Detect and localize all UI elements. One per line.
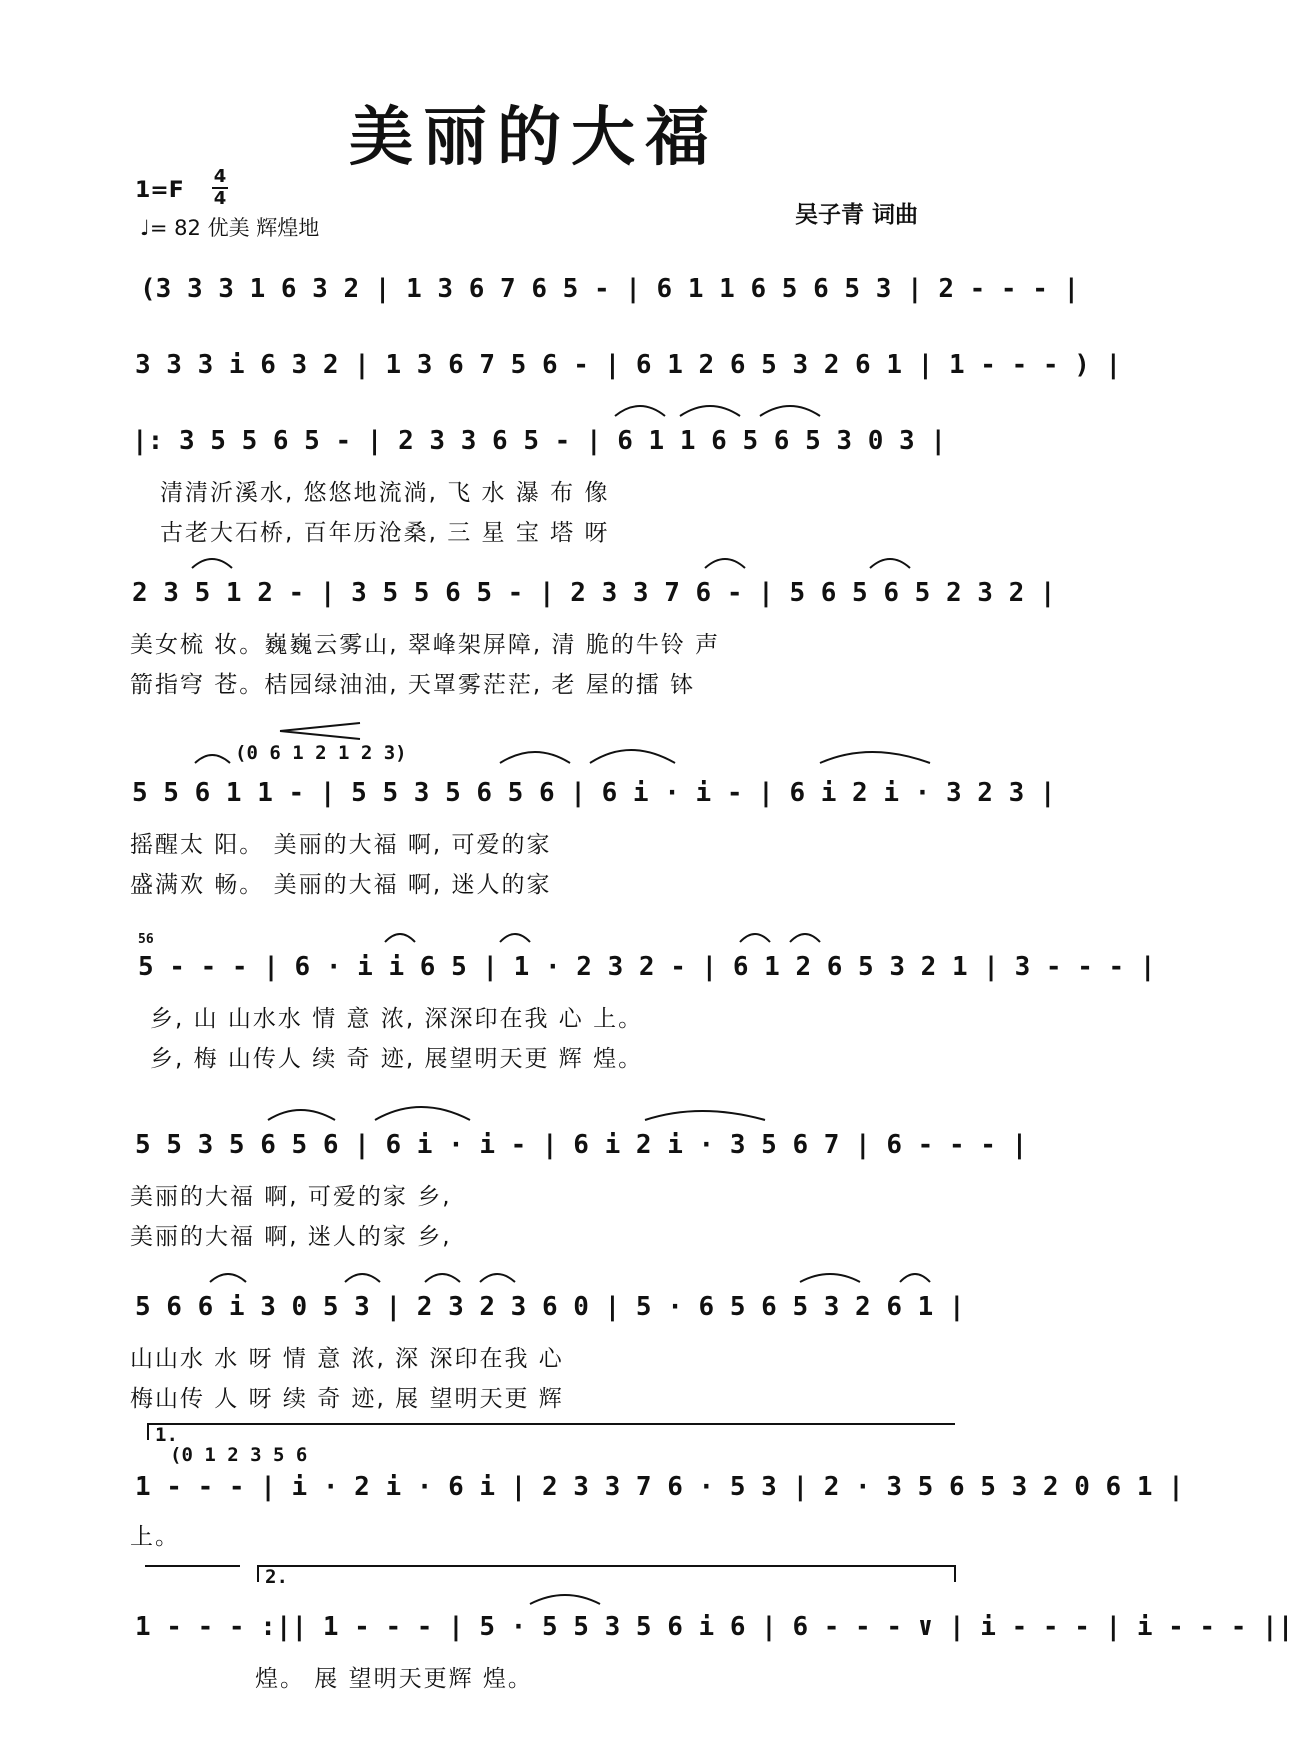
staff-notes: (3 3 3 1 6 3 2 | 1 3 6 7 6 5 - | 6 1 1 6 5 6 5 3 | 2 - - - | [140, 274, 1080, 304]
slur-marks [0, 546, 1068, 576]
lyric-verse-1: 美女梳 妆。巍巍云雾山, 翠峰架屏障, 清 脆的牛铃 声 [130, 632, 721, 658]
lyric-line: 上。 [130, 1524, 180, 1550]
staff-notes: 3 3 3 i 6 3 2 | 1 3 6 7 5 6 - | 6 1 2 6 5 3 2 6 1 | 1 - - - ) | [135, 350, 1122, 380]
lyric-verse-2: 箭指穹 苍。桔园绿油油, 天罩雾茫茫, 老 屋的擂 钵 [130, 672, 696, 698]
lyric-line: 煌。 展 望明天更辉 煌。 [255, 1666, 533, 1692]
staff-line-6 [0, 932, 1156, 1072]
staff-notes: 5 6 6 i 3 0 5 3 | 2 3 2 3 6 0 | 5 · 6 5 6 5 3 2 6 1 | [135, 1292, 965, 1322]
lyric-verse-2: 古老大石桥, 百年历沧桑, 三 星 宝 塔 呀 [160, 520, 610, 546]
staff-line-8 [0, 1280, 1068, 1412]
time-signature [212, 168, 228, 208]
staff-line-1 [0, 262, 1080, 304]
staff-line-9 [0, 1424, 1184, 1550]
staff-notes: 1 - - - | i · 2 i · 6 i | 2 3 3 7 6 · 5 3 | 2 · 3 5 6 5 3 2 0 6 1 | [135, 1472, 1184, 1502]
lyric-verse-1: 美丽的大福 啊, 可爱的家 乡, [130, 1184, 452, 1210]
staff-notes: |: 3 5 5 6 5 - | 2 3 3 6 5 - | 6 1 1 6 5 6 5 3 0 3 | [132, 426, 946, 456]
staff-notes: 5 5 3 5 6 5 6 | 6 i · i - | 6 i 2 i · 3 5 6 7 | 6 - - - | [135, 1130, 1028, 1160]
lyric-verse-2: 美丽的大福 啊, 迷人的家 乡, [130, 1224, 452, 1250]
staff-line-10 [0, 1566, 1293, 1692]
staff-line-5 [0, 742, 1068, 898]
intro-fill-annotation: (0 6 1 2 1 2 3) [235, 742, 407, 764]
lyric-verse-2: 乡, 梅 山传人 续 奇 迹, 展望明天更 辉 煌。 [150, 1046, 644, 1072]
fill-annotation: (0 1 2 3 5 6 [170, 1444, 308, 1466]
slur-marks [0, 920, 1068, 950]
staff-line-7 [0, 1118, 1068, 1250]
time-signature-top: 4 [213, 166, 227, 187]
slur-marks [0, 1088, 1068, 1128]
grace-note-annotation: 56 [138, 932, 154, 947]
lyric-verse-1: 摇醒太 阳。 美丽的大福 啊, 可爱的家 [130, 832, 552, 858]
lyric-verse-1: 乡, 山 山水水 情 意 浓, 深深印在我 心 上。 [150, 1006, 644, 1032]
slur-marks [0, 1260, 1068, 1290]
author-credit: 吴子青 词曲 [795, 202, 919, 228]
slur-marks [0, 394, 1068, 424]
time-signature-bottom: 4 [213, 188, 227, 209]
first-ending-label: 1. [155, 1424, 178, 1446]
second-ending-label: 2. [265, 1566, 288, 1588]
staff-notes: 2 3 5 1 2 - | 3 5 5 6 5 - | 2 3 3 7 6 - | 5 6 5 6 5 2 3 2 | [132, 578, 1056, 608]
staff-line-3 [0, 414, 1068, 546]
slur-marks [0, 1582, 1068, 1612]
key-signature: 1=F [135, 178, 184, 203]
song-title: 美丽的大福 [349, 100, 719, 175]
lyric-verse-2: 盛满欢 畅。 美丽的大福 啊, 迷人的家 [130, 872, 552, 898]
staff-notes: 5 - - - | 6 · i i 6 5 | 1 · 2 3 2 - | 6 1 2 6 5 3 2 1 | 3 - - - | [138, 952, 1156, 982]
staff-notes: 1 - - - :|| 1 - - - | 5 · 5 5 3 5 6 i 6 | 6 - - - ∨ | i - - - | i - - - || [135, 1612, 1293, 1642]
lyric-verse-1: 山山水 水 呀 情 意 浓, 深 深印在我 心 [130, 1346, 564, 1372]
staff-line-4 [0, 566, 1068, 698]
staff-line-2 [0, 338, 1122, 380]
lyric-verse-1: 清清沂溪水, 悠悠地流淌, 飞 水 瀑 布 像 [160, 480, 610, 506]
lyric-verse-2: 梅山传 人 呀 续 奇 迹, 展 望明天更 辉 [130, 1386, 564, 1412]
staff-notes: 5 5 6 1 1 - | 5 5 3 5 6 5 6 | 6 i · i - | 6 i 2 i · 3 2 3 | [132, 778, 1056, 808]
tempo-marking: ♩= 82 优美 辉煌地 [140, 216, 320, 240]
slur-marks [0, 721, 1068, 761]
